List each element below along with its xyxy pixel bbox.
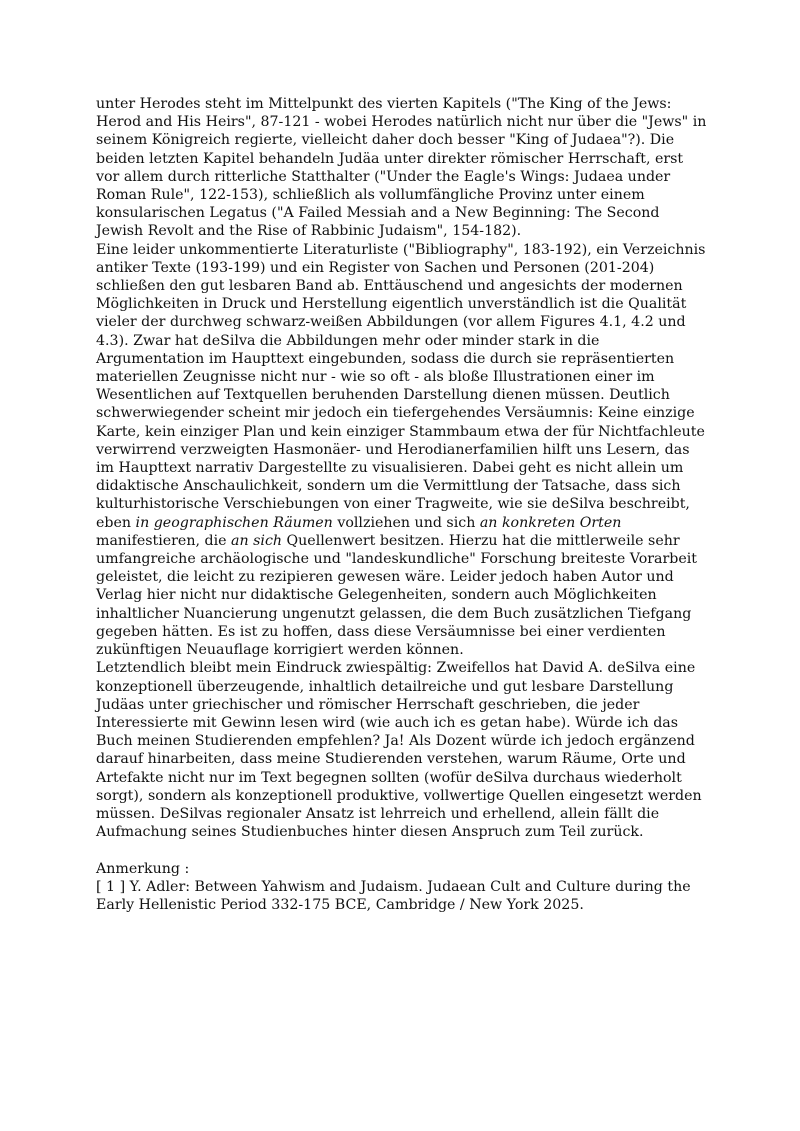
emphasis-text: an sich bbox=[231, 532, 283, 549]
paragraph-text: manifestieren, die bbox=[96, 532, 232, 549]
paragraph bbox=[96, 241, 708, 660]
paragraph-text: vollziehen und sich bbox=[332, 514, 480, 531]
paragraph bbox=[96, 95, 708, 241]
paragraph bbox=[96, 659, 708, 841]
section-spacer bbox=[96, 841, 708, 859]
notes-heading: Anmerkung : bbox=[96, 860, 190, 877]
footnote: [ 1 ] Y. Adler: Between Yahwism and Judaism. Judaean Cult and Culture during the Early Hellenistic Period 332-175 BCE, Cambridge / New York 2025. bbox=[96, 878, 691, 913]
emphasis-text: an konkreten Orten bbox=[479, 514, 622, 531]
document-page bbox=[96, 95, 708, 914]
body-text bbox=[96, 95, 708, 841]
paragraph-text: Letztendlich bleibt mein Eindruck zwiespältig: Zweifellos hat David A. deSilva eine konzeptionell überzeugende, inhaltlich detailreiche und gut lesbare Darstellung Judäas unter griechischer und römischer Herrschaft geschrieben, die jeder Interessierte mit Gewinn lesen wird (wie auch ich es getan habe). Würde ich das Buch meinen Studierenden empfehlen? Ja! Als Dozent würde ich jedoch ergänzend darauf hinarbeiten, dass meine Studierenden verstehen, warum Räume, Orte und Artefakte nicht nur im Text begegnen sollten (wofür deSilva durchaus wiederholt sorgt), sondern als konzeptionell produktive, vollwertige Quellen eingesetzt werden müssen. DeSilvas regionaler Ansatz ist lehrreich und erhellend, allein fällt die Aufmachung seines Studienbuches hinter diesen Anspruch zum Teil zurück. bbox=[96, 660, 702, 841]
paragraph-text: unter Herodes steht im Mittelpunkt des vierten Kapitels ("The King of the Jews: Herod and His Heirs", 87-121 - wobei Herodes natürlich nicht nur über die "Jews" in seinem Königreich regierte, vielleicht daher doch besser "King of Judaea"?). Die beiden letzten Kapitel behandeln Judäa unter direkter römischer Herrschaft, erst vor allem durch ritterliche Statthalter ("Under the Eagle's Wings: Judaea under Roman Rule", 122-153), schließlich als vollumfängliche Provinz unter einem konsularischen Legatus ("A Failed Messiah and a New Beginning: The Second Jewish Revolt and the Rise of Rabbinic Judaism", 154-182). bbox=[96, 96, 707, 240]
emphasis-text: in geographischen Räumen bbox=[135, 514, 333, 531]
notes-list bbox=[96, 878, 708, 914]
paragraph-text: Eine leider unkommentierte Literaturliste ("Bibliography", 183-192), ein Verzeichnis antiker Texte (193-199) und ein Register von Sachen und Personen (201-204) schließen den gut lesbaren Band ab. Enttäuschend und angesichts der modernen Möglichkeiten in Druck und Herstellung eigentlich unverständlich ist die Qualität vieler der durchweg schwarz-weißen Abbildungen (vor allem Figures 4.1, 4.2 und 4.3). Zwar hat deSilva die Abbildungen mehr oder minder stark in die Argumentation im Haupttext eingebunden, sodass die durch sie repräsentierten materiellen Zeugnisse nicht nur - wie so oft - als bloße Illustrationen einer im Wesentlichen auf Textquellen beruhenden Darstellung dienen müssen. Deutlich schwerwiegender scheint mir jedoch ein tiefergehendes Versäumnis: Keine einzige Karte, kein einziger Plan und kein einziger Stammbaum etwa der für Nichtfachleute verwirrend verzweigten Hasmonäer- und Herodianerfamilien hilft uns Lesern, das im Haupttext narrativ Dargestellte zu visualisieren. Dabei geht es nicht allein um didaktische Anschaulichkeit, sondern um die Vermittlung der Tatsache, dass sich kulturhistorische Verschiebungen von einer Tragweite, wie sie deSilva beschreibt, eben bbox=[96, 241, 706, 531]
paragraph-text: Quellenwert besitzen. Hierzu hat die mittlerweile sehr umfangreiche archäologische und "landeskundliche" Forschung breiteste Vorarbeit geleistet, die leicht zu rezipieren gewesen wäre. Leider jedoch haben Autor und Verlag hier nicht nur didaktische Gelegenheiten, sondern auch Möglichkeiten inhaltlicher Nuancierung ungenutzt gelassen, die dem Buch zusätzlichen Tiefgang gegeben hätten. Es ist zu hoffen, dass diese Versäumnisse bei einer verdienten zukünftigen Neuauflage korrigiert werden können. bbox=[96, 532, 697, 659]
